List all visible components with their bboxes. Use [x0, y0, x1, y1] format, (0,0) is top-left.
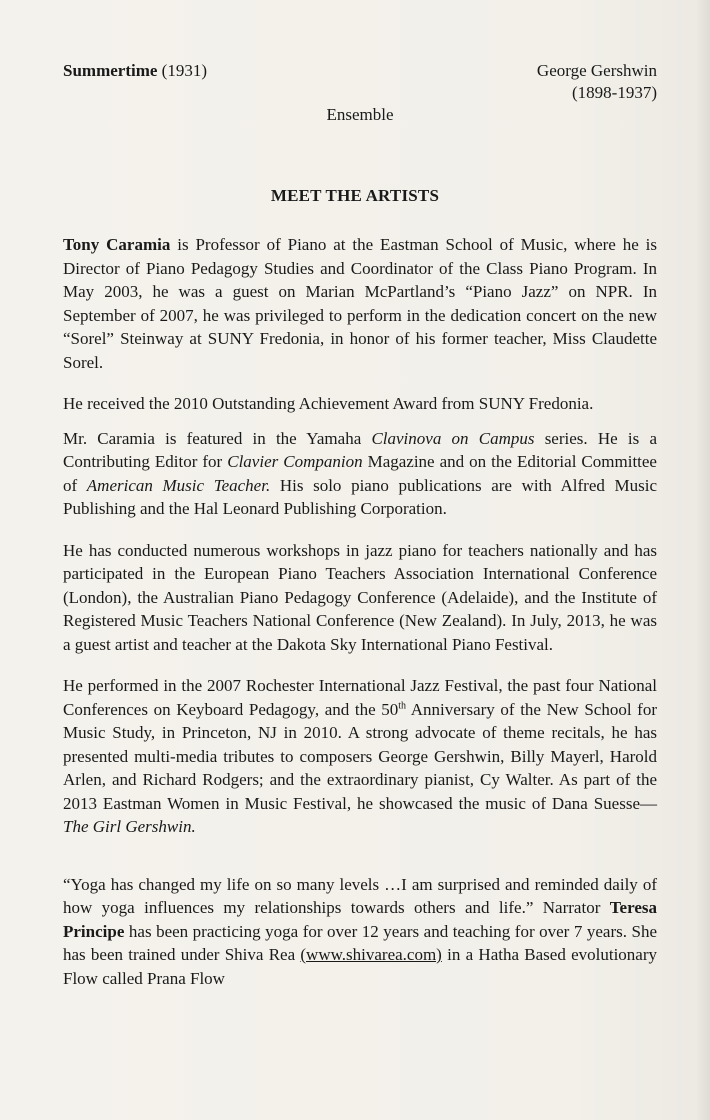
caramia-bio-paragraph-2: He received the 2010 Outstanding Achievement Award from SUNY Fredonia.: [63, 394, 594, 413]
bio-text: Narrator: [533, 898, 610, 917]
bio-text: Magazine and on the Editorial Committee of: [63, 452, 657, 495]
bio-text: Anniversary of the New School for Music Study, in Princeton, NJ in 2010. A strong advocate of theme recitals, he has presented multi-media tributes to composers George Gershwin, Billy Mayerl, Harold Arlen, and Richard Rodgers; and the extraordinary pianist, Cy Walter. As part of the 2013 Eastman Women in Music Festival, he showcased the music of Dana Suesse—: [63, 699, 658, 813]
artist-bios: [63, 233, 657, 1001]
composer-name: George Gershwin: [536, 61, 657, 80]
performer: Ensemble: [326, 105, 394, 124]
caramia-bio-paragraph-4: He has conducted numerous workshops in jazz piano for teachers nationally and has participated in the European Piano Teachers Association International Conference (London), the Australian Piano Pedagogy Conference (Adelaide), and the Institute of Registered Music Teachers National Conference (New Zealand). In July, 2013, he was a guest artist and teacher at the Dakota Sky International Piano Festival.: [63, 540, 657, 654]
bio-text: His solo piano publications are with Alfred Music Publishing and the Hal Leonard Publishing Corporation.: [63, 475, 657, 518]
bio-text: He performed in the 2007 Rochester International Jazz Festival, the past four National Conferences on Keyboard Pedagogy, and the 50: [63, 676, 657, 719]
showcase-title: The Girl Gershwin.: [63, 817, 196, 836]
page-edge-shadow: [696, 0, 710, 1120]
caramia-bio-paragraph-1: [63, 233, 657, 374]
magazine-title: Clavier Companion: [227, 452, 363, 471]
yoga-quote: “Yoga has changed my life on so many levels …I am surprised and reminded daily of how yoga influences my relationships towards others and life.”: [63, 874, 657, 917]
piece-year: (1931): [161, 61, 207, 80]
principe-bio-paragraph: [63, 873, 657, 991]
bio-text: has been practicing yoga for over 12 years and teaching for over 7 years. She has been trained under Shiva Rea: [63, 921, 657, 964]
piece-title-line: [63, 60, 207, 82]
ordinal-suffix: th: [398, 699, 407, 711]
journal-title: American Music Teacher.: [86, 475, 271, 495]
section-heading: MEET THE ARTISTS: [270, 186, 440, 205]
artist-name-principe: Teresa Principe: [63, 898, 657, 941]
composer-dates: (1898-1937): [572, 83, 657, 102]
composer-block: [537, 60, 657, 104]
artist-name-caramia: Tony Caramia: [63, 235, 171, 254]
bio-text: in a Hatha Based evolutionary Flow called Prana Flow: [63, 945, 657, 988]
caramia-bio-paragraph-5: [63, 674, 657, 839]
bio-text: series. He is a Contributing Editor for: [63, 428, 657, 471]
piece-title: Summertime: [63, 61, 158, 80]
bio-text: is Professor of Piano at the Eastman School of Music, where he is Director of Piano Pedagogy Studies and Coordinator of the Class Piano Program. In May 2003, he was a guest on Marian McPartland’s “Piano Jazz” on NPR. In September of 2007, he was privileged to perform in the dedication concert on the new “Sorel” Steinway at SUNY Fredonia, in honor of his former teacher, Miss Claudette Sorel.: [63, 235, 657, 372]
series-title: Clavinova on Campus: [371, 428, 535, 448]
website-link[interactable]: (www.shivarea.com): [300, 945, 442, 964]
caramia-bio-paragraph-3: [63, 427, 657, 521]
bio-text: Mr. Caramia is featured in the Yamaha: [63, 428, 372, 448]
